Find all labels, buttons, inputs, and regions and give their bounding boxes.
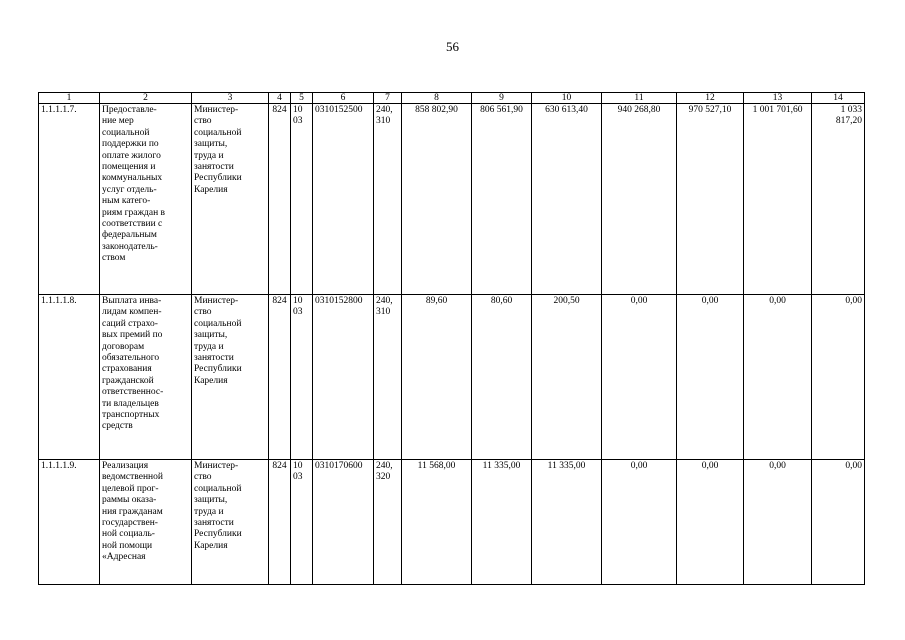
row-value-14: 0,00 (812, 295, 865, 460)
row-executor: Министер- ство социальной защиты, труда и занятости Республики Карелия (192, 460, 269, 585)
row-value-10: 11 335,00 (532, 460, 602, 585)
row-value-10: 630 613,40 (532, 104, 602, 295)
row-value-11: 0,00 (602, 295, 677, 460)
row-value-10: 200,50 (532, 295, 602, 460)
row-value-11: 940 268,80 (602, 104, 677, 295)
column-number-header: 4 (269, 93, 291, 104)
row-id: 1.1.1.1.9. (39, 460, 100, 585)
row-executor: Министер- ство социальной защиты, труда и занятости Республики Карелия (192, 295, 269, 460)
row-csr: 0310152500 (313, 104, 374, 295)
row-value-8: 11 568,00 (402, 460, 472, 585)
row-grbs: 824 (269, 295, 291, 460)
column-number-header: 12 (677, 93, 744, 104)
row-value-12: 0,00 (677, 460, 744, 585)
page-number: 56 (446, 39, 459, 54)
budget-table (38, 92, 865, 585)
row-rzpr: 10 03 (291, 460, 313, 585)
row-name: Предоставле- ние мер социальной поддержки по оплате жилого помещения и коммунальных услуг отдель- ным катего- риям граждан в соответствии с федеральным законодатель- ством (100, 104, 192, 295)
column-number-header: 5 (291, 93, 313, 104)
row-vr: 240, 310 (374, 295, 402, 460)
column-number-row (39, 93, 865, 104)
column-number-header: 3 (192, 93, 269, 104)
column-number-header: 8 (402, 93, 472, 104)
row-name: Реализация ведомственной целевой прог- раммы оказа- ния гражданам государствен- ной социаль- ной помощи «Адресная (100, 460, 192, 585)
row-value-9: 11 335,00 (472, 460, 532, 585)
column-number-header: 7 (374, 93, 402, 104)
row-value-9: 80,60 (472, 295, 532, 460)
row-value-9: 806 561,90 (472, 104, 532, 295)
column-number-header: 2 (100, 93, 192, 104)
table-row (39, 295, 865, 460)
row-executor: Министер- ство социальной защиты, труда и занятости Республики Карелия (192, 104, 269, 295)
row-value-12: 0,00 (677, 295, 744, 460)
row-name: Выплата инва- лидам компен- саций страхо- вых премий по договорам обязательного страхования гражданской ответственнос- ти владельцев транспортных средств (100, 295, 192, 460)
table-row (39, 460, 865, 585)
row-vr: 240, 310 (374, 104, 402, 295)
row-vr: 240, 320 (374, 460, 402, 585)
row-rzpr: 10 03 (291, 104, 313, 295)
row-grbs: 824 (269, 460, 291, 585)
row-value-12: 970 527,10 (677, 104, 744, 295)
row-value-14: 0,00 (812, 460, 865, 585)
row-value-14: 1 033 817,20 (812, 104, 865, 295)
row-rzpr: 10 03 (291, 295, 313, 460)
row-value-13: 0,00 (744, 295, 812, 460)
column-number-header: 6 (313, 93, 374, 104)
column-number-header: 1 (39, 93, 100, 104)
row-id: 1.1.1.1.8. (39, 295, 100, 460)
row-value-13: 1 001 701,60 (744, 104, 812, 295)
table-row (39, 104, 865, 295)
row-value-13: 0,00 (744, 460, 812, 585)
row-id: 1.1.1.1.7. (39, 104, 100, 295)
row-value-8: 858 802,90 (402, 104, 472, 295)
column-number-header: 10 (532, 93, 602, 104)
row-value-11: 0,00 (602, 460, 677, 585)
row-csr: 0310152800 (313, 295, 374, 460)
row-value-8: 89,60 (402, 295, 472, 460)
column-number-header: 13 (744, 93, 812, 104)
column-number-header: 11 (602, 93, 677, 104)
row-grbs: 824 (269, 104, 291, 295)
row-csr: 0310170600 (313, 460, 374, 585)
column-number-header: 9 (472, 93, 532, 104)
column-number-header: 14 (812, 93, 865, 104)
